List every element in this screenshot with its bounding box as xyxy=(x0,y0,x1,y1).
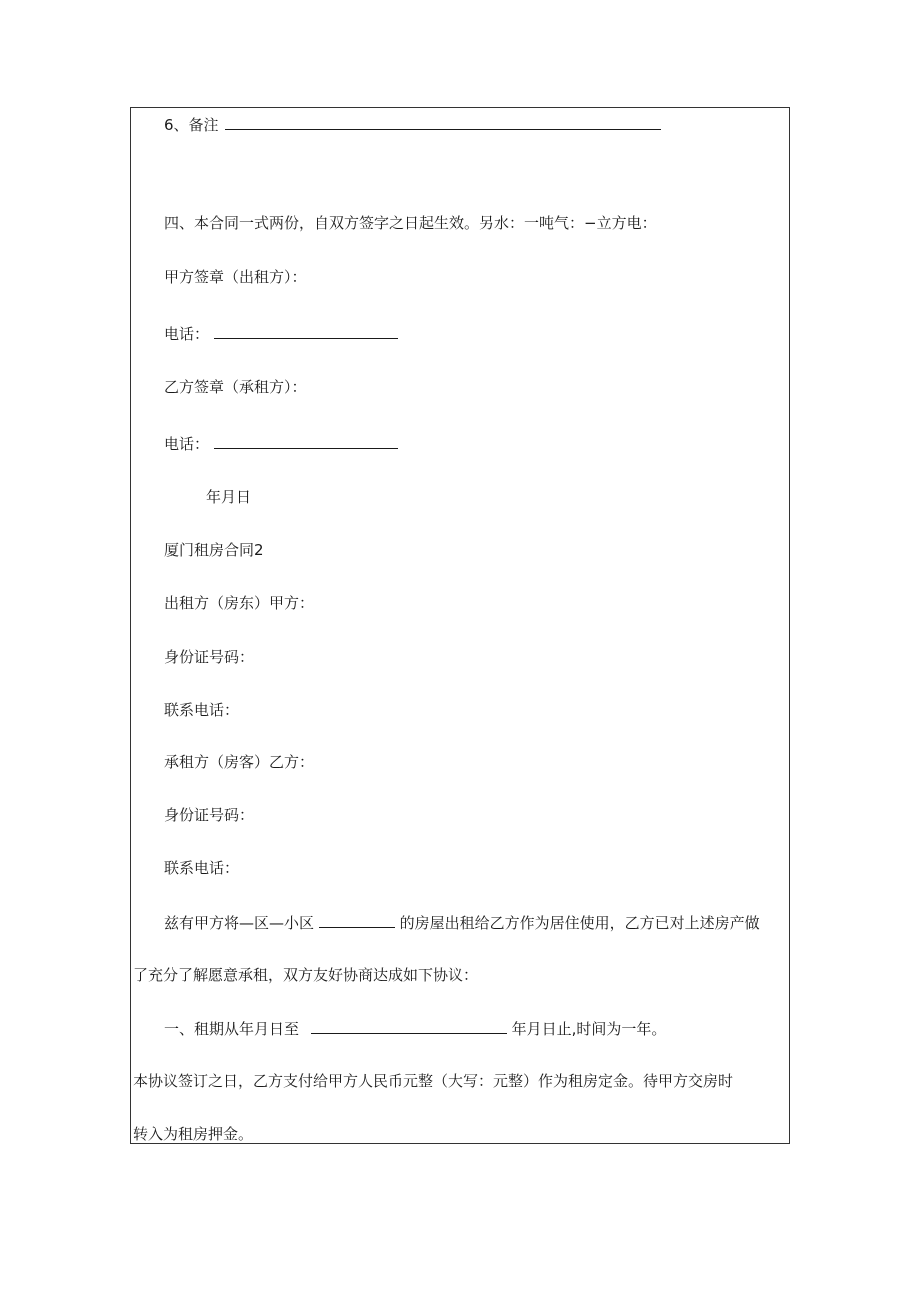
date-line: 年月日 xyxy=(206,488,252,506)
party-a-phone-label: 电话： xyxy=(164,325,210,343)
clause-four: 四、本合同一式两份，自双方签字之日起生效。另水：一吨气：−立方电： xyxy=(164,214,657,232)
intro-part-1: 兹有甲方将—区—小区 xyxy=(164,914,315,932)
term-line xyxy=(164,1018,666,1039)
lessee-contact-label: 联系电话： xyxy=(164,859,240,877)
lessor-label: 出租方（房东）甲方： xyxy=(164,594,315,612)
intro-part-2: 的房屋出租给乙方作为居住使用，乙方已对上述房产做 xyxy=(399,914,760,932)
party-b-signature-label: 乙方签章（承租方）： xyxy=(164,378,307,396)
party-b-phone-line xyxy=(164,433,398,454)
party-a-signature-label: 甲方签章（出租方）： xyxy=(164,268,307,286)
party-a-phone-line xyxy=(164,323,398,344)
remark-blank xyxy=(225,114,661,130)
lessor-id-label: 身份证号码： xyxy=(164,648,255,666)
party-b-phone-label: 电话： xyxy=(164,435,210,453)
document-frame xyxy=(130,107,790,1144)
contract-2-title: 厦门租房合同2 xyxy=(164,541,264,559)
remark-line xyxy=(164,114,661,135)
district-blank xyxy=(319,912,395,928)
intro-line-1 xyxy=(164,912,760,933)
party-a-phone-blank xyxy=(214,323,398,339)
lessor-contact-label: 联系电话： xyxy=(164,701,240,719)
term-part-2: 年月日止,时间为一年。 xyxy=(511,1020,667,1038)
lessee-id-label: 身份证号码： xyxy=(164,806,255,824)
deposit-line-2: 转入为租房押金。 xyxy=(133,1125,254,1143)
term-end-blank xyxy=(311,1018,507,1034)
lessee-label: 承租方（房客）乙方： xyxy=(164,753,315,771)
deposit-line-1: 本协议签订之日，乙方支付给甲方人民币元整（大写：元整）作为租房定金。待甲方交房时 xyxy=(133,1072,734,1090)
party-b-phone-blank xyxy=(214,433,398,449)
intro-line-2: 了充分了解愿意承租，双方友好协商达成如下协议： xyxy=(133,966,479,984)
remark-label: 6、备注 xyxy=(164,116,219,134)
term-part-1: 一、租期从年月日至 xyxy=(164,1020,300,1038)
